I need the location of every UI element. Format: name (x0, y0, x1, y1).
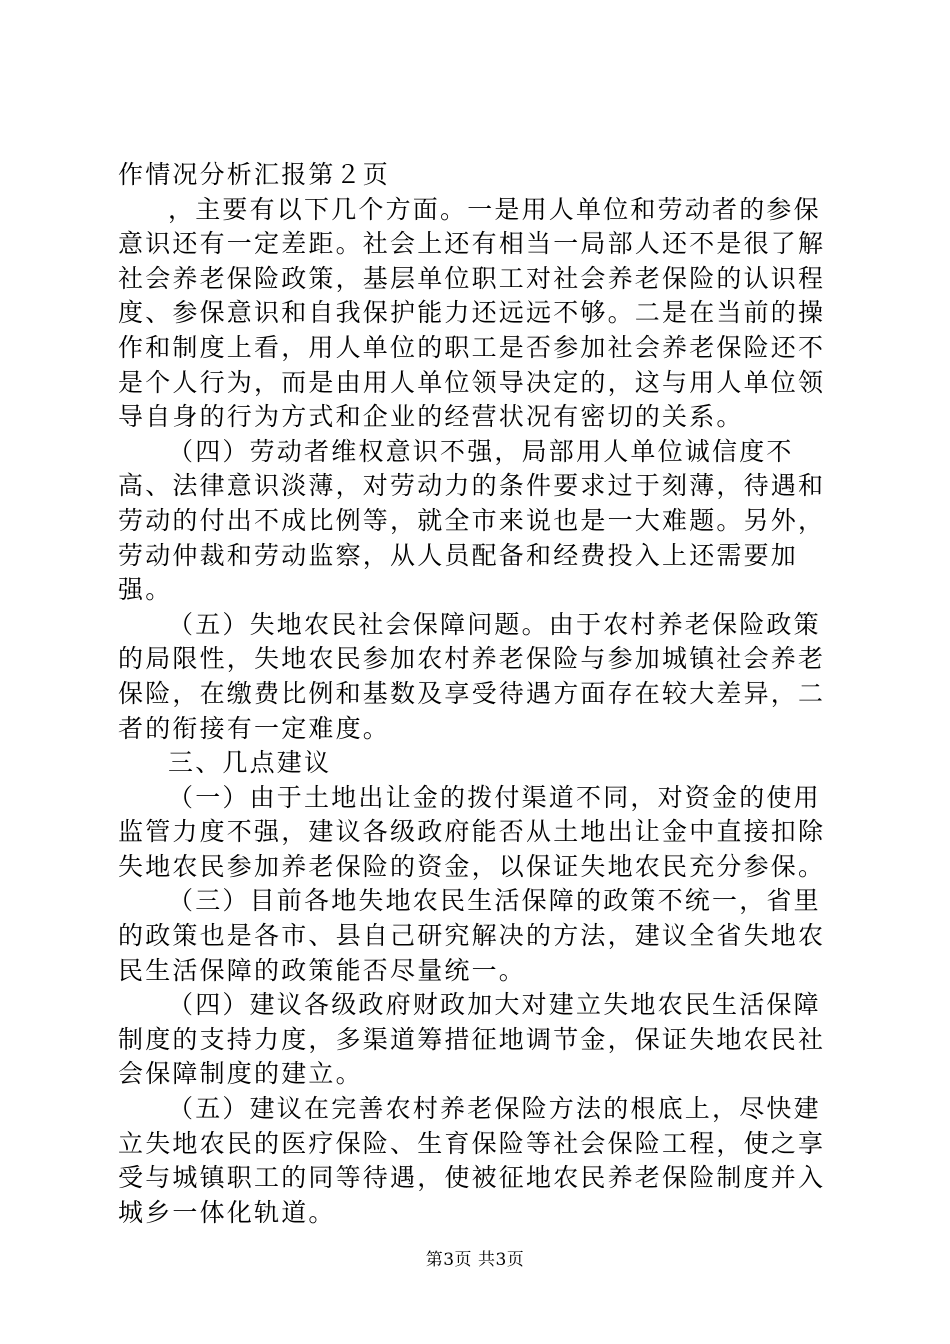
paragraph-suggestion-3: （三）目前各地失地农民生活保障的政策不统一，省里的政策也是各市、县自己研究解决的方法，建议全省失地农民生活保障的政策能否尽量统一。 (118, 886, 826, 985)
paragraph-suggestion-5: （五）建议在完善农村养老保险方法的根底上，尽快建立失地农民的医疗保险、生育保险等社会保险工程，使之享受与城镇职工的同等待遇，使被征地农民养老保险制度并入城乡一体化轨道。 (118, 1094, 826, 1227)
paragraph-problems-continued: ，主要有以下几个方面。一是用人单位和劳动者的参保意识还有一定差距。社会上还有相当一局部人还不是很了解社会养老保险政策，基层单位职工对社会养老保险的认识程度、参保意识和自我保护能力还远远不够。二是在当前的操作和制度上看，用人单位的职工是否参加社会养老保险还不是个人行为，而是由用人单位领导决定的，这与用人单位领导自身的行为方式和企业的经营状况有密切的关系。 (118, 194, 826, 432)
paragraph-landless-farmers: （五）失地农民社会保障问题。由于农村养老保险政策的局限性，失地农民参加农村养老保险与参加城镇社会养老保险，在缴费比例和基数及享受待遇方面存在较大差异，二者的衔接有一定难度。 (118, 609, 826, 743)
paragraph-suggestion-1: （一）由于土地出让金的拨付渠道不同，对资金的使用监管力度不强，建议各级政府能否从土地出让金中直接扣除失地农民参加养老保险的资金，以保证失地农民充分参保。 (118, 782, 826, 881)
section-heading-suggestions: 三、几点建议 (168, 748, 332, 778)
title-line: 作情况分析汇报第２页 (118, 160, 391, 189)
page-footer: 第3页 共3页 (425, 1250, 525, 1270)
paragraph-labor-rights: （四）劳动者维权意识不强，局部用人单位诚信度不高、法律意识淡薄，对劳动力的条件要求过于刻薄，待遇和劳动的付出不成比例等，就全市来说也是一大难题。另外，劳动仲裁和劳动监察，从人员配备和经费投入上还需要加强。 (118, 436, 826, 605)
document-body (118, 158, 836, 1230)
paragraph-suggestion-4: （四）建议各级政府财政加大对建立失地农民生活保障制度的支持力度，多渠道筹措征地调节金，保证失地农民社会保障制度的建立。 (118, 990, 826, 1089)
